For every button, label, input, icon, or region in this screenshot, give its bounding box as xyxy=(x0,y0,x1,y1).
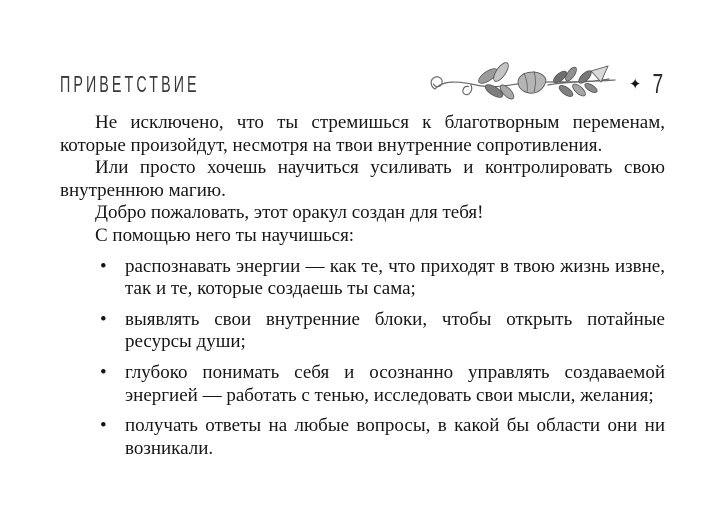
star-icon: ✦ xyxy=(628,74,642,93)
floral-sprig-ornament-icon xyxy=(428,61,620,107)
paragraph: Добро пожаловать, этот оракул создан для тебя! xyxy=(95,202,484,224)
bullet-icon: • xyxy=(100,415,107,437)
paragraph: Не исключено, что ты стремишься к благотворным переменам, которые произойдут, несмотря на твои внутренние сопротивления. xyxy=(60,112,665,156)
page-body xyxy=(60,112,665,460)
page-number: 7 xyxy=(652,68,664,99)
bullet-icon: • xyxy=(100,255,107,277)
paragraph: С помощью него ты научишься: xyxy=(95,224,355,246)
list-item xyxy=(60,256,665,301)
list-item-text: получать ответы на любые вопросы, в какой бы области они ни возникали. xyxy=(125,415,665,459)
header-ornament-group xyxy=(428,61,666,107)
bullet-icon: • xyxy=(100,361,107,383)
list-item-text: выявлять свои внутренние блоки, чтобы открыть потайные ресурсы души; xyxy=(125,308,665,353)
bullet-icon: • xyxy=(100,308,107,330)
list-item xyxy=(60,309,665,354)
running-title: ПРИВЕТСТВИЕ xyxy=(60,70,200,97)
page-header xyxy=(60,62,666,106)
list-item xyxy=(60,415,665,460)
list-item xyxy=(60,362,665,407)
paragraph: Или просто хочешь научиться усиливать и контролировать свою внутреннюю магию. xyxy=(60,157,665,201)
list-item-text: глубоко понимать себя и осознанно управлять создаваемой энергией — работать с тенью, исследовать свои мысли, желания; xyxy=(125,361,665,406)
list-item-text: распознавать энергии — как те, что приходят в твою жизнь извне, так и те, которые создаешь ты сама; xyxy=(125,255,665,300)
